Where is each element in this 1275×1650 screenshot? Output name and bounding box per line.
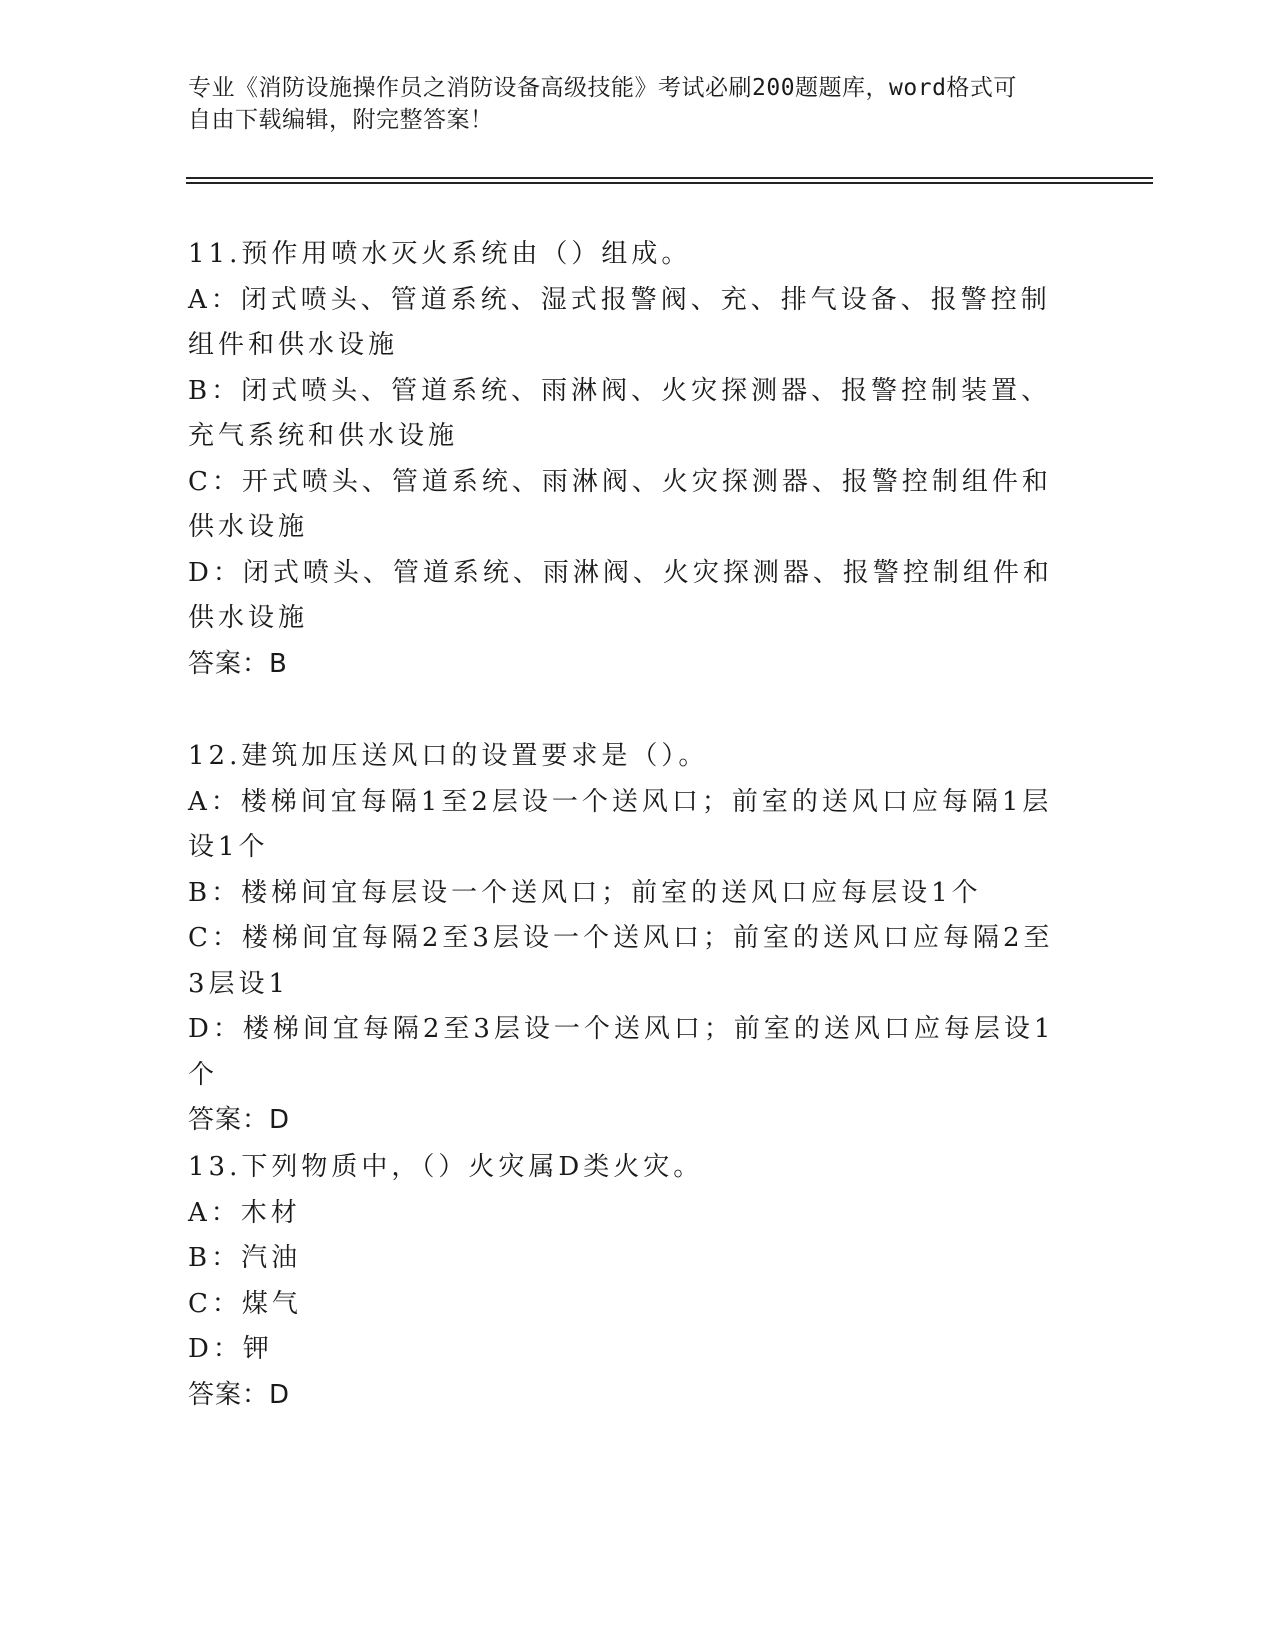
question-stem: 13.下列物质中，（）火灾属D类火灾。 (188, 1152, 704, 1182)
option-b: B：闭式喷头、管道系统、雨淋阀、火灾探测器、报警控制装置、充气系统和供水设施 (188, 375, 1052, 451)
question-11 (188, 232, 1068, 687)
option-b: B：楼梯间宜每层设一个送风口；前室的送风口应每层设1个 (188, 877, 982, 908)
option-d: D：闭式喷头、管道系统、雨淋阀、火灾探测器、报警控制组件和供水设施 (188, 557, 1053, 633)
answer-line: 答案：D (188, 1105, 291, 1135)
document-header (188, 72, 1078, 136)
option-c: C：楼梯间宜每隔2至3层设一个送风口；前室的送风口应每隔2至3层设1 (188, 923, 1054, 999)
option-b: B：汽油 (188, 1243, 302, 1273)
header-divider-bottom (186, 182, 1153, 184)
header-line-2: 自由下载编辑，附完整答案！ (188, 107, 494, 133)
option-d: D：楼梯间宜每隔2至3层设一个送风口；前室的送风口应每层设1个 (188, 1014, 1055, 1090)
answer-line: 答案：B (188, 648, 288, 679)
option-c: C：开式喷头、管道系统、雨淋阀、火灾探测器、报警控制组件和供水设施 (188, 466, 1052, 542)
option-a: A：闭式喷头、管道系统、湿式报警阀、充、排气设备、报警控制组件和供水设施 (188, 284, 1051, 360)
option-c: C：煤气 (188, 1288, 302, 1319)
header-divider-top (186, 177, 1153, 179)
option-a: A：楼梯间宜每隔1至2层设一个送风口；前室的送风口应每隔1层设1个 (188, 786, 1053, 862)
question-stem: 12.建筑加压送风口的设置要求是（）。 (188, 741, 709, 771)
option-d: D：钾 (188, 1334, 273, 1364)
option-a: A：木材 (188, 1197, 301, 1228)
question-stem: 11.预作用喷水灭火系统由（）组成。 (188, 239, 692, 269)
answer-line: 答案：D (188, 1379, 291, 1410)
header-line-1: 专业《消防设施操作员之消防设备高级技能》考试必刷200题题库，word格式可 (188, 75, 1017, 101)
question-12 (188, 734, 1068, 1144)
question-13 (188, 1145, 1068, 1418)
